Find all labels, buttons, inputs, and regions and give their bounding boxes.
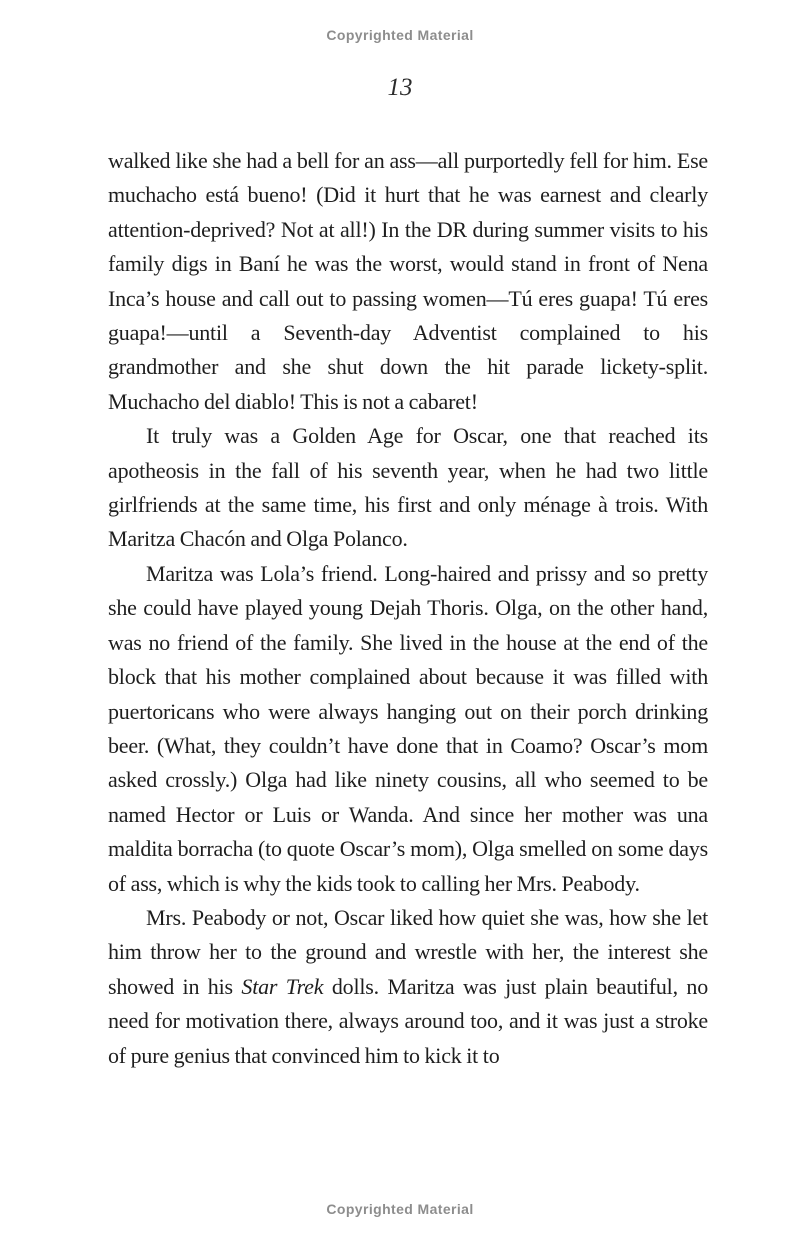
text-run: Mrs. Peabody or not, Oscar liked how quiet she was, how she let him throw her to the ground and wrestle with her, the interest she showed in his bbox=[108, 904, 708, 999]
text-run: dolls. Maritza was just plain beautiful, no need for motivation there, always around too, and it was just a stroke of pure genius that convinced him to kick it to bbox=[108, 973, 709, 1068]
copyright-notice-bottom: Copyrighted Material bbox=[0, 1199, 800, 1219]
page-body bbox=[108, 144, 708, 1073]
body-paragraph-4 bbox=[108, 901, 708, 1073]
copyright-notice-top: Copyrighted Material bbox=[0, 27, 800, 43]
body-paragraph-2 bbox=[108, 419, 708, 557]
body-paragraph-1 bbox=[108, 144, 708, 419]
book-title-star-trek: Star Trek bbox=[241, 973, 324, 999]
text-run: Maritza was Lola’s friend. Long-haired and prissy and so pretty she could have played young Dejah Thoris. Olga, on the other hand, was no friend of the family. She lived in the house at the end of the block that his mother complained about because it was filled with puertoricans who were always hanging out on their porch drinking beer. (What, they couldn’t have done that in Coamo? Oscar’s mom asked crossly.) Olga had like ninety cousins, all who seemed to be named Hector or Luis or Wanda. And since her mother was una maldita borracha (to quote Oscar’s mom), Olga smelled on some days of ass, which is why the kids took to calling her Mrs. Peabody. bbox=[108, 560, 708, 896]
page-number: 13 bbox=[387, 74, 413, 101]
body-paragraph-3 bbox=[108, 557, 708, 901]
text-run: It truly was a Golden Age for Oscar, one that reached its apotheosis in the fall of his seventh year, when he had two little girlfriends at the same time, his first and only ménage à trois. With Maritza Chacón and Olga Polanco. bbox=[108, 423, 708, 552]
text-run: walked like she had a bell for an ass—all purportedly fell for him. Ese muchacho está bueno! (Did it hurt that he was earnest and clearly attention-deprived? Not at all!) In the DR during summer visits to his family digs in Baní he was the worst, would stand in front of Nena Inca’s house and call out to passing women—Tú eres guapa! Tú eres guapa!—until a Seventh-day Adventist complained to his grandmother and she shut down the hit parade lickety-split. Muchacho del diablo! This is not a cabaret! bbox=[108, 148, 708, 414]
